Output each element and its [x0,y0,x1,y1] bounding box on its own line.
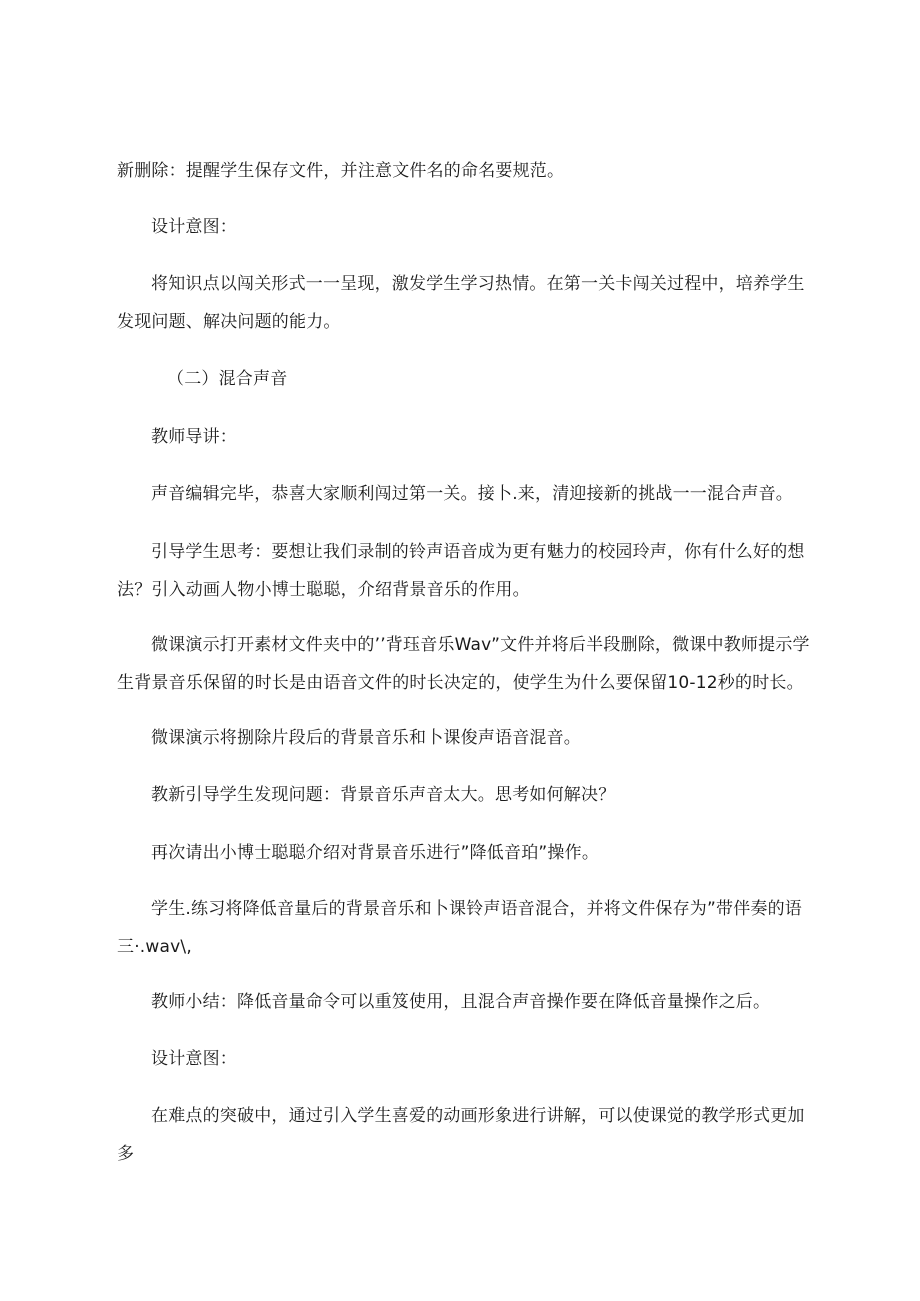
paragraph-design-intent-heading: 设计意图： [151,217,237,237]
paragraph-teacher-guide-heading: 教师导讲： [151,427,237,447]
paragraph-design-intent-heading-2: 设计意图： [151,1049,237,1069]
paragraph-teacher-summary: 教师小结：降低音量命令可以重笈使用，且混合声音操作要在降低音量操作之后。 [151,992,771,1012]
paragraph-micro-lesson-demo: 微课演示打开素材文件夹中的’’背珏音乐Wav”文件并将后半段删除，微课中教师提示学生背景音乐保留的时长是由语音文件的时长决定的，使学生为什么要保留10-12秒的时长。 [117,635,810,693]
paragraph-lower-volume: 再次请出小博士聪聪介绍对背景音乐进行”降低音珀”操作。 [151,843,600,863]
paragraph-micro-lesson-mix: 微课演示将捌除片段后的背景音乐和卜课俊声语音混音。 [151,728,581,748]
paragraph-find-problem: 教新引导学生发现问题：背景音乐声音太大。思考如何解决？ [151,785,616,805]
paragraph-guide-thinking: 引导学生思考：要想让我们录制的铃声语音成为更有魅力的校园玲声，你有什么好的想法？引入动画人物小博士聪聪，介绍背景音乐的作用。 [117,542,805,600]
paragraph-difficulty-breakthrough: 在难点的突破中，通过引入学生喜爱的动画形象进行讲解，可以使课觉的教学形式更加多 [117,1106,805,1164]
paragraph-design-intent-body: 将知识点以闯关形式一一呈现，激发学生学习热情。在第一关卡闯关过程中，培养学生发现问题、解决问题的能力。 [117,274,805,332]
paragraph-student-practice: 学生.练习将降低音量后的背景音乐和卜课铃声语音混合，并将文件保存为”带伴奏的语三·.wav\, [117,899,803,957]
paragraph-sound-editing-done: 声音编辑完毕，恭喜大家顺利闯过第一关。接卜.来，清迎接新的挑战一一混合声音。 [151,484,794,504]
section-heading-mix-sound: （二）混合声音 [167,369,288,389]
paragraph-delete-note: 新删除：提醒学生保存文件，并注意文件名的命名要规范。 [117,161,565,181]
